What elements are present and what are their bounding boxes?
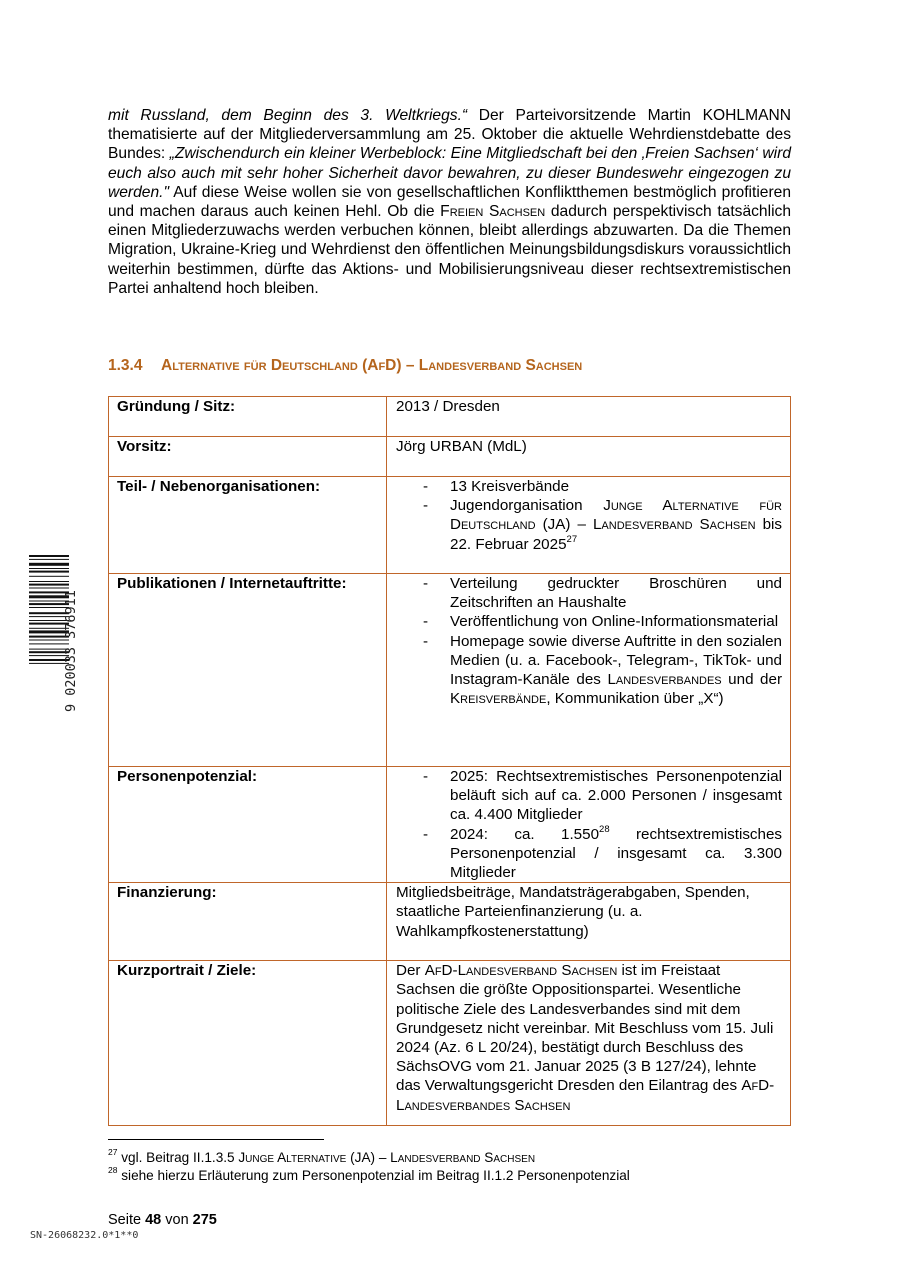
row-value bbox=[387, 574, 791, 767]
dash-marker: - bbox=[423, 768, 429, 785]
page-number: Seite 48 von 275 bbox=[108, 1212, 217, 1228]
dash-marker: - bbox=[423, 497, 429, 515]
table-row-vorsitz bbox=[109, 437, 791, 477]
table-row-personenpotenzial bbox=[109, 767, 791, 883]
row-label: Gründung / Sitz: bbox=[109, 397, 387, 437]
barcode-bar bbox=[29, 555, 69, 557]
footnote-ref[interactable]: 28 bbox=[599, 823, 610, 835]
intro-quote-1: mit Russland, dem Beginn des 3. Weltkriegs.“ bbox=[108, 107, 468, 124]
row-value: Jörg URBAN (MdL) bbox=[387, 437, 791, 477]
list-item: - Verteilung gedruckter Broschüren und Zeitschriften an Haushalte bbox=[423, 575, 782, 612]
list-item: - Jugendorganisation Junge Alternative für Deutschland (JA) – Landesverband Sachsen bis 22. Februar 2025$^{27}$ bbox=[423, 497, 782, 553]
row-value: 2013 / Dresden bbox=[387, 397, 791, 437]
row-label: Teil- / Nebenorganisationen: bbox=[109, 477, 387, 574]
barcode bbox=[23, 555, 81, 713]
barcode-bar bbox=[29, 563, 69, 566]
barcode-bar bbox=[29, 584, 69, 586]
footnote-separator bbox=[108, 1139, 324, 1140]
list-item: - Homepage sowie diverse Auftritte in den sozialen Medien (u. a. Facebook-, Telegram-, TikTok- und Instagram-Kanäle des Landesverbandes und der Kreisverbände, Kommunikation über „X“) bbox=[423, 632, 782, 708]
dash-marker: - bbox=[423, 632, 429, 650]
intro-paragraph bbox=[108, 106, 791, 298]
bullet-list bbox=[396, 477, 782, 554]
row-label: Publikationen / Internetauftritte: bbox=[109, 574, 387, 767]
row-label: Kurzportrait / Ziele: bbox=[109, 961, 387, 1126]
row-value: Mitgliedsbeiträge, Mandatsträgerabgaben, Spenden, staatliche Parteienfinanzierung (u. a. Wahlkampfkostenerstattung) bbox=[387, 883, 791, 961]
row-label: Finanzierung: bbox=[109, 883, 387, 961]
dash-marker: - bbox=[423, 575, 429, 592]
list-item: - 2024: ca. 1.550$^{28}$ rechtsextremistisches Personenpotenzial / insgesamt ca. 3.300 Mitglieder bbox=[423, 823, 782, 882]
footnote-28: $^{28}$ siehe hierzu Erläuterung zum Personenpotenzial im Beitrag II.1.2 Personenpotenzial bbox=[108, 1165, 630, 1183]
organization-info-table bbox=[108, 396, 791, 1126]
barcode-bar bbox=[29, 559, 69, 560]
list-item: - 2025: Rechtsextremistisches Personenpotenzial beläuft sich auf ca. 2.000 Personen / insgesamt ca. 4.400 Mitglieder bbox=[423, 768, 782, 824]
row-value bbox=[387, 767, 791, 883]
row-value bbox=[387, 477, 791, 574]
barcode-digits: 9 020033 376911 bbox=[63, 590, 79, 712]
section-number: 1.3.4 bbox=[108, 357, 143, 374]
table-row-gruendung bbox=[109, 397, 791, 437]
section-title: Alternative für Deutschland (AfD) – Landesverband Sachsen bbox=[161, 357, 583, 374]
row-value: Der AfD-Landesverband Sachsen ist im Freistaat Sachsen die größte Oppositionspartei. Wesentliche politische Ziele des Landesverbandes sind mit dem Grundgesetz nicht vereinbar. Mit Beschluss vom 15. Juli 2024 (Az. 6 L 20/24), bestätigt durch Beschluss des SächsOVG vom 21. Januar 2025 (3 B 127/24), lehnte das Verwaltungsgericht Dresden den Eilantrag des AfD-Landesverbandes Sachsen bbox=[387, 961, 791, 1126]
barcode-bar bbox=[29, 588, 69, 589]
row-label: Vorsitz: bbox=[109, 437, 387, 477]
dash-marker: - bbox=[423, 478, 429, 495]
dash-marker: - bbox=[423, 825, 429, 843]
table-row-publikationen bbox=[109, 574, 791, 767]
intro-text-1: Der Parteivorsitzende Martin KOHLMANN thematisierte auf der Mitgliederversammlung am 25. Oktober die aktuelle Wehrdienstdebatte des Bundes: bbox=[108, 107, 791, 163]
table-row-finanzierung bbox=[109, 883, 791, 961]
document-id: SN-26068232.0*1**0 bbox=[30, 1230, 139, 1241]
table-row-teilorganisationen bbox=[109, 477, 791, 574]
barcode-bar bbox=[29, 571, 69, 573]
row-label: Personenpotenzial: bbox=[109, 767, 387, 883]
intro-quote-2: „Zwischendurch ein kleiner Werbeblock: Eine Mitgliedschaft bei den ‚Freien Sachsen‘ wird euch also auch mit sehr hoher Sicherheit davor bewahren, zu dieser Bundeswehr eingezogen zu werden." bbox=[108, 145, 792, 201]
table-row-kurzportrait bbox=[109, 961, 791, 1126]
intro-text-3: dadurch perspektivisch tatsächlich einen Mitgliederzuwachs werden verbuchen können, bleibt allerdings abzuwarten. Da die Themen Migration, Ukraine-Krieg und Wehrdienst den öffentlichen Meinungsbildungsdiskurs voraussichtlich weiterhin bestimmen, dürfte das Aktions- und Mobilisierungsniveau dieser rechtsextremistischen Partei anhaltend hoch bleiben. bbox=[108, 203, 792, 297]
dash-marker: - bbox=[423, 613, 429, 631]
intro-party-name: Freien Sachsen bbox=[440, 203, 546, 221]
barcode-bar bbox=[29, 581, 69, 582]
footnote-ref[interactable]: 27 bbox=[566, 533, 578, 545]
list-item: - Veröffentlichung von Online-Informationsmaterial bbox=[423, 613, 779, 631]
barcode-bar bbox=[29, 576, 69, 577]
footnotes bbox=[108, 1149, 808, 1185]
bullet-list bbox=[396, 767, 782, 882]
bullet-list bbox=[396, 574, 782, 708]
barcode-bar bbox=[29, 568, 69, 569]
footnote-27: $^{27}$ vgl. Beitrag II.1.3.5 Junge Alternative (JA) – Landesverband Sachsen bbox=[108, 1147, 536, 1165]
list-item: - 13 Kreisverbände bbox=[423, 478, 570, 495]
intro-text-2: Auf diese Weise wollen sie von gesellschaftlichen Konfliktthemen bestmöglich profitieren und machen daraus auch keinen Hehl. Ob die bbox=[108, 183, 791, 221]
section-heading bbox=[108, 356, 791, 376]
